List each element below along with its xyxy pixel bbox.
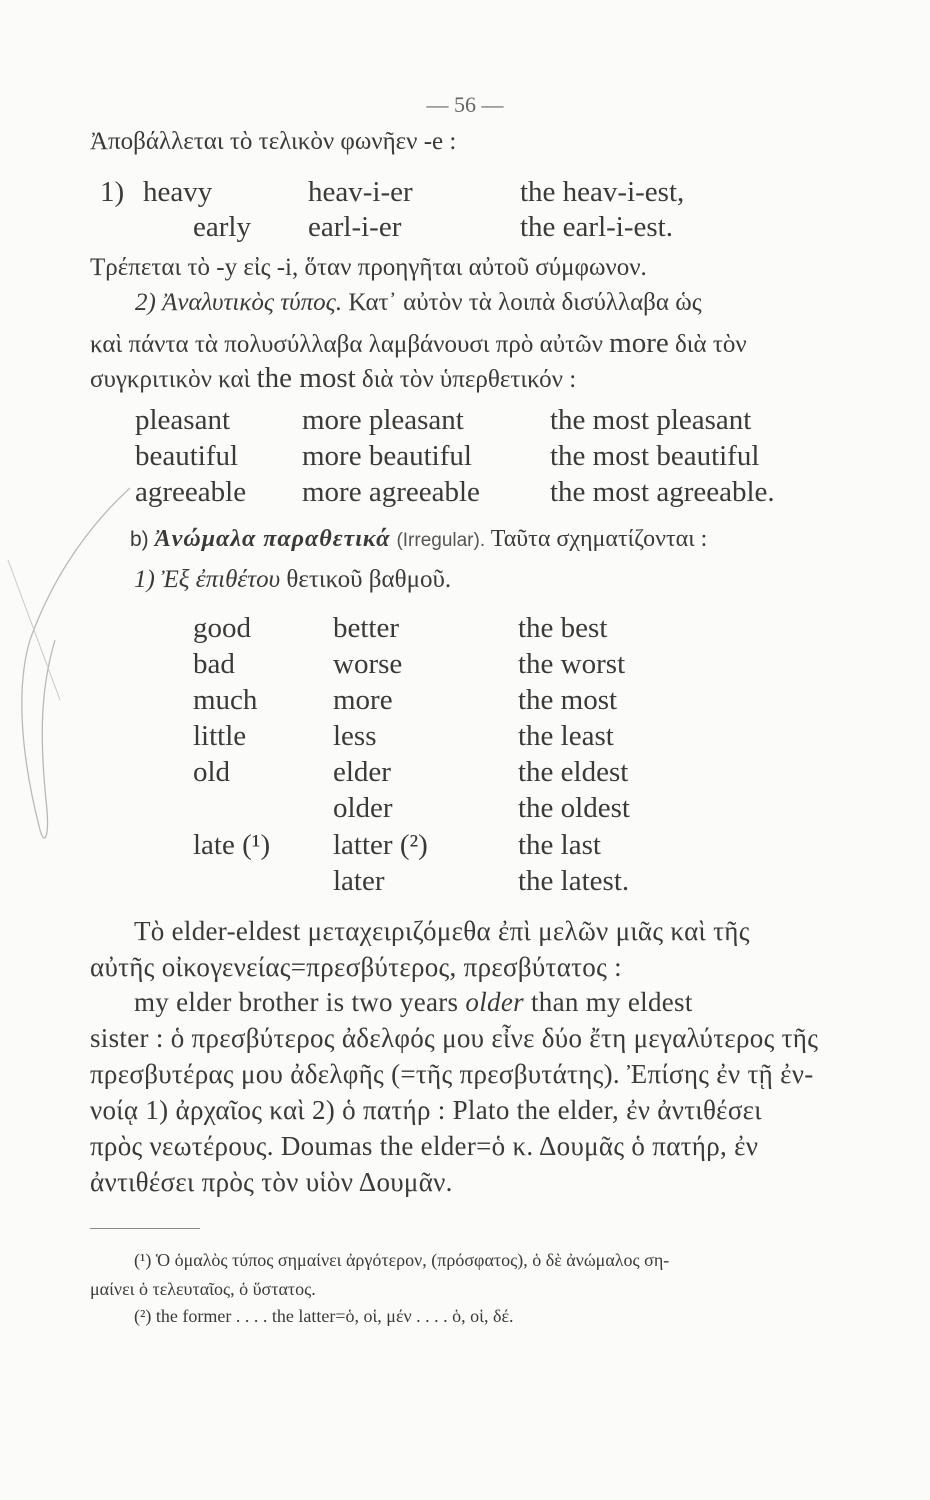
irr-r5-c2: elder [333, 756, 391, 788]
cell-s2-r2-c2: more beautiful [302, 440, 472, 472]
irr-r6-c3: the oldest [518, 792, 630, 824]
section2-text-c-greek2: διὰ τὸν ὑπερθετικόν : [361, 366, 577, 393]
section2-line-b [90, 327, 747, 360]
para2-line6: ἀντιθέσει πρὸς τὸν υἱὸν Δουμᾶν. [90, 1167, 453, 1197]
irr-r1-c3: the best [518, 612, 608, 644]
cell-s2-r2-c1: beautiful [135, 440, 239, 472]
section2-text-a: Κατ᾽ αὐτὸν τὰ λοιπὰ δισύλλαβα ὡς [348, 289, 702, 316]
cell-s2-r1-c2: more pleasant [302, 404, 464, 436]
section2-text-b-greek2: διὰ τὸν [675, 331, 747, 358]
para2-line1-emphasis: older [465, 987, 524, 1017]
section2-text-c-greek: συγκριτικὸν καὶ [90, 366, 251, 393]
para1-line2: αὐτῆς οἰκογενείας=πρεσβύτερος, πρεσβύτατος : [90, 952, 622, 982]
para2-line4: νοίᾳ 1) ἀρχαῖος καὶ 2) ὁ πατήρ : Plato the elder, ἐν ἀντιθέσει [90, 1095, 762, 1125]
cell-s1-r1-c1: heavy [143, 176, 213, 208]
irr-r1-c1: good [193, 612, 251, 644]
para2-line3: πρεσβυτέρας μου ἀδελφῆς (=τῆς πρεσβυτάτης). Ἐπίσης ἐν τῇ ἐν- [90, 1059, 814, 1089]
intro-line: Ἀποβάλλεται τὸ τελικὸν φωνῆεν -e : [90, 128, 457, 155]
para2-line5: πρὸς νεωτέρους. Doumas the elder=ὁ κ. Δουμᾶς ὁ πατήρ, ἐν [90, 1131, 759, 1161]
cell-s2-r1-c3: the most pleasant [550, 404, 752, 436]
section-b-text: Ταῦτα σχηματίζονται : [490, 526, 708, 552]
footnote-1-line1: (¹) Ὁ ὁμαλὸς τύπος σημαίνει ἀργότερον, (πρόσφατος), ὁ δὲ ἀνώμαλος ση- [134, 1250, 670, 1270]
section2-text-b-greek: καὶ πάντα τὰ πολυσύλλαβα λαμβάνουσι πρὸ αὐτῶν [90, 331, 603, 358]
turns-line: Τρέπεται τὸ -y εἰς -i, ὅταν προηγῆται αὐτοῦ σύμφωνον. [90, 254, 647, 281]
section2-text-b-english: more [609, 327, 669, 359]
section-b-paren: (Irregular). [396, 530, 486, 551]
irr-r6-c2: older [333, 792, 393, 824]
cell-s1-r1-c2: heav-i-er [308, 176, 413, 208]
page-number: — 56 — [426, 92, 504, 117]
section-b-title: Ἀνώμαλα παραθετικά [154, 526, 391, 552]
sub1-marker: 1) [134, 566, 155, 593]
section-b-marker: b) [130, 528, 149, 551]
irr-r2-c1: bad [193, 648, 235, 680]
irr-r4-c1: little [193, 720, 247, 752]
irr-r7-c3: the last [518, 829, 601, 861]
para2-line1 [134, 987, 693, 1018]
cell-s2-r3-c3: the most agreeable. [550, 476, 775, 508]
section-b-heading [130, 526, 707, 553]
footnote-2: (²) the former . . . . the latter=ὁ, οἱ, μέν . . . . ὁ, οἱ, δέ. [134, 1306, 514, 1326]
cell-s1-r2-c2: earl-i-er [308, 211, 402, 243]
cell-s1-r2-c3: the earl-i-est. [520, 211, 673, 243]
irr-r7-c2: latter (²) [333, 829, 428, 861]
irr-r3-c3: the most [518, 684, 618, 716]
footnote-rule [90, 1228, 200, 1229]
para2-line1-b: than my eldest [530, 987, 693, 1017]
irr-r2-c3: the worst [518, 648, 626, 680]
section2-line-c [90, 362, 576, 395]
section1-marker: 1) [100, 176, 125, 208]
irr-r5-c3: the eldest [518, 756, 629, 788]
footnote-1-line2: μαίνει ὁ τελευταῖος, ὁ ὕστατος. [90, 1279, 316, 1299]
irr-r4-c3: the least [518, 720, 614, 752]
section2-heading [135, 289, 702, 317]
irr-r1-c2: better [333, 612, 400, 644]
irr-r8-c3: the latest. [518, 865, 630, 897]
irr-r3-c1: much [193, 684, 258, 716]
cell-s2-r3-c2: more agreeable [302, 476, 480, 508]
irr-r7-c1: late (¹) [193, 829, 271, 861]
cell-s1-r1-c3: the heav-i-est, [520, 176, 685, 208]
para2-line1-a: my elder brother is two years [134, 987, 459, 1017]
sub1-heading [134, 566, 451, 594]
para2-line2: sister : ὁ πρεσβύτερος ἀδελφός μου εἶνε δύο ἔτη μεγαλύτερος τῆς [90, 1023, 819, 1053]
irr-r5-c1: old [193, 756, 231, 788]
irr-r3-c2: more [333, 684, 393, 716]
sub1-title: Ἐξ ἐπιθέτου [161, 566, 281, 593]
irr-r4-c2: less [333, 720, 377, 752]
section2-text-c-english: the most [256, 362, 356, 394]
cell-s2-r1-c1: pleasant [135, 404, 231, 436]
irr-r2-c2: worse [333, 648, 403, 680]
sub1-text: θετικοῦ βαθμοῦ. [286, 566, 452, 593]
section2-marker: 2) [135, 289, 156, 316]
irr-r8-c2: later [333, 865, 385, 897]
cell-s2-r3-c1: agreeable [135, 476, 247, 508]
cell-s1-r2-c1: early [193, 211, 251, 243]
cell-s2-r2-c3: the most beautiful [550, 440, 760, 472]
section2-title: Ἀναλυτικὸς τύπος. [162, 289, 343, 316]
para1-line1: Τὸ elder-eldest μεταχειριζόμεθα ἐπὶ μελῶν μιᾶς καὶ τῆς [134, 916, 750, 946]
